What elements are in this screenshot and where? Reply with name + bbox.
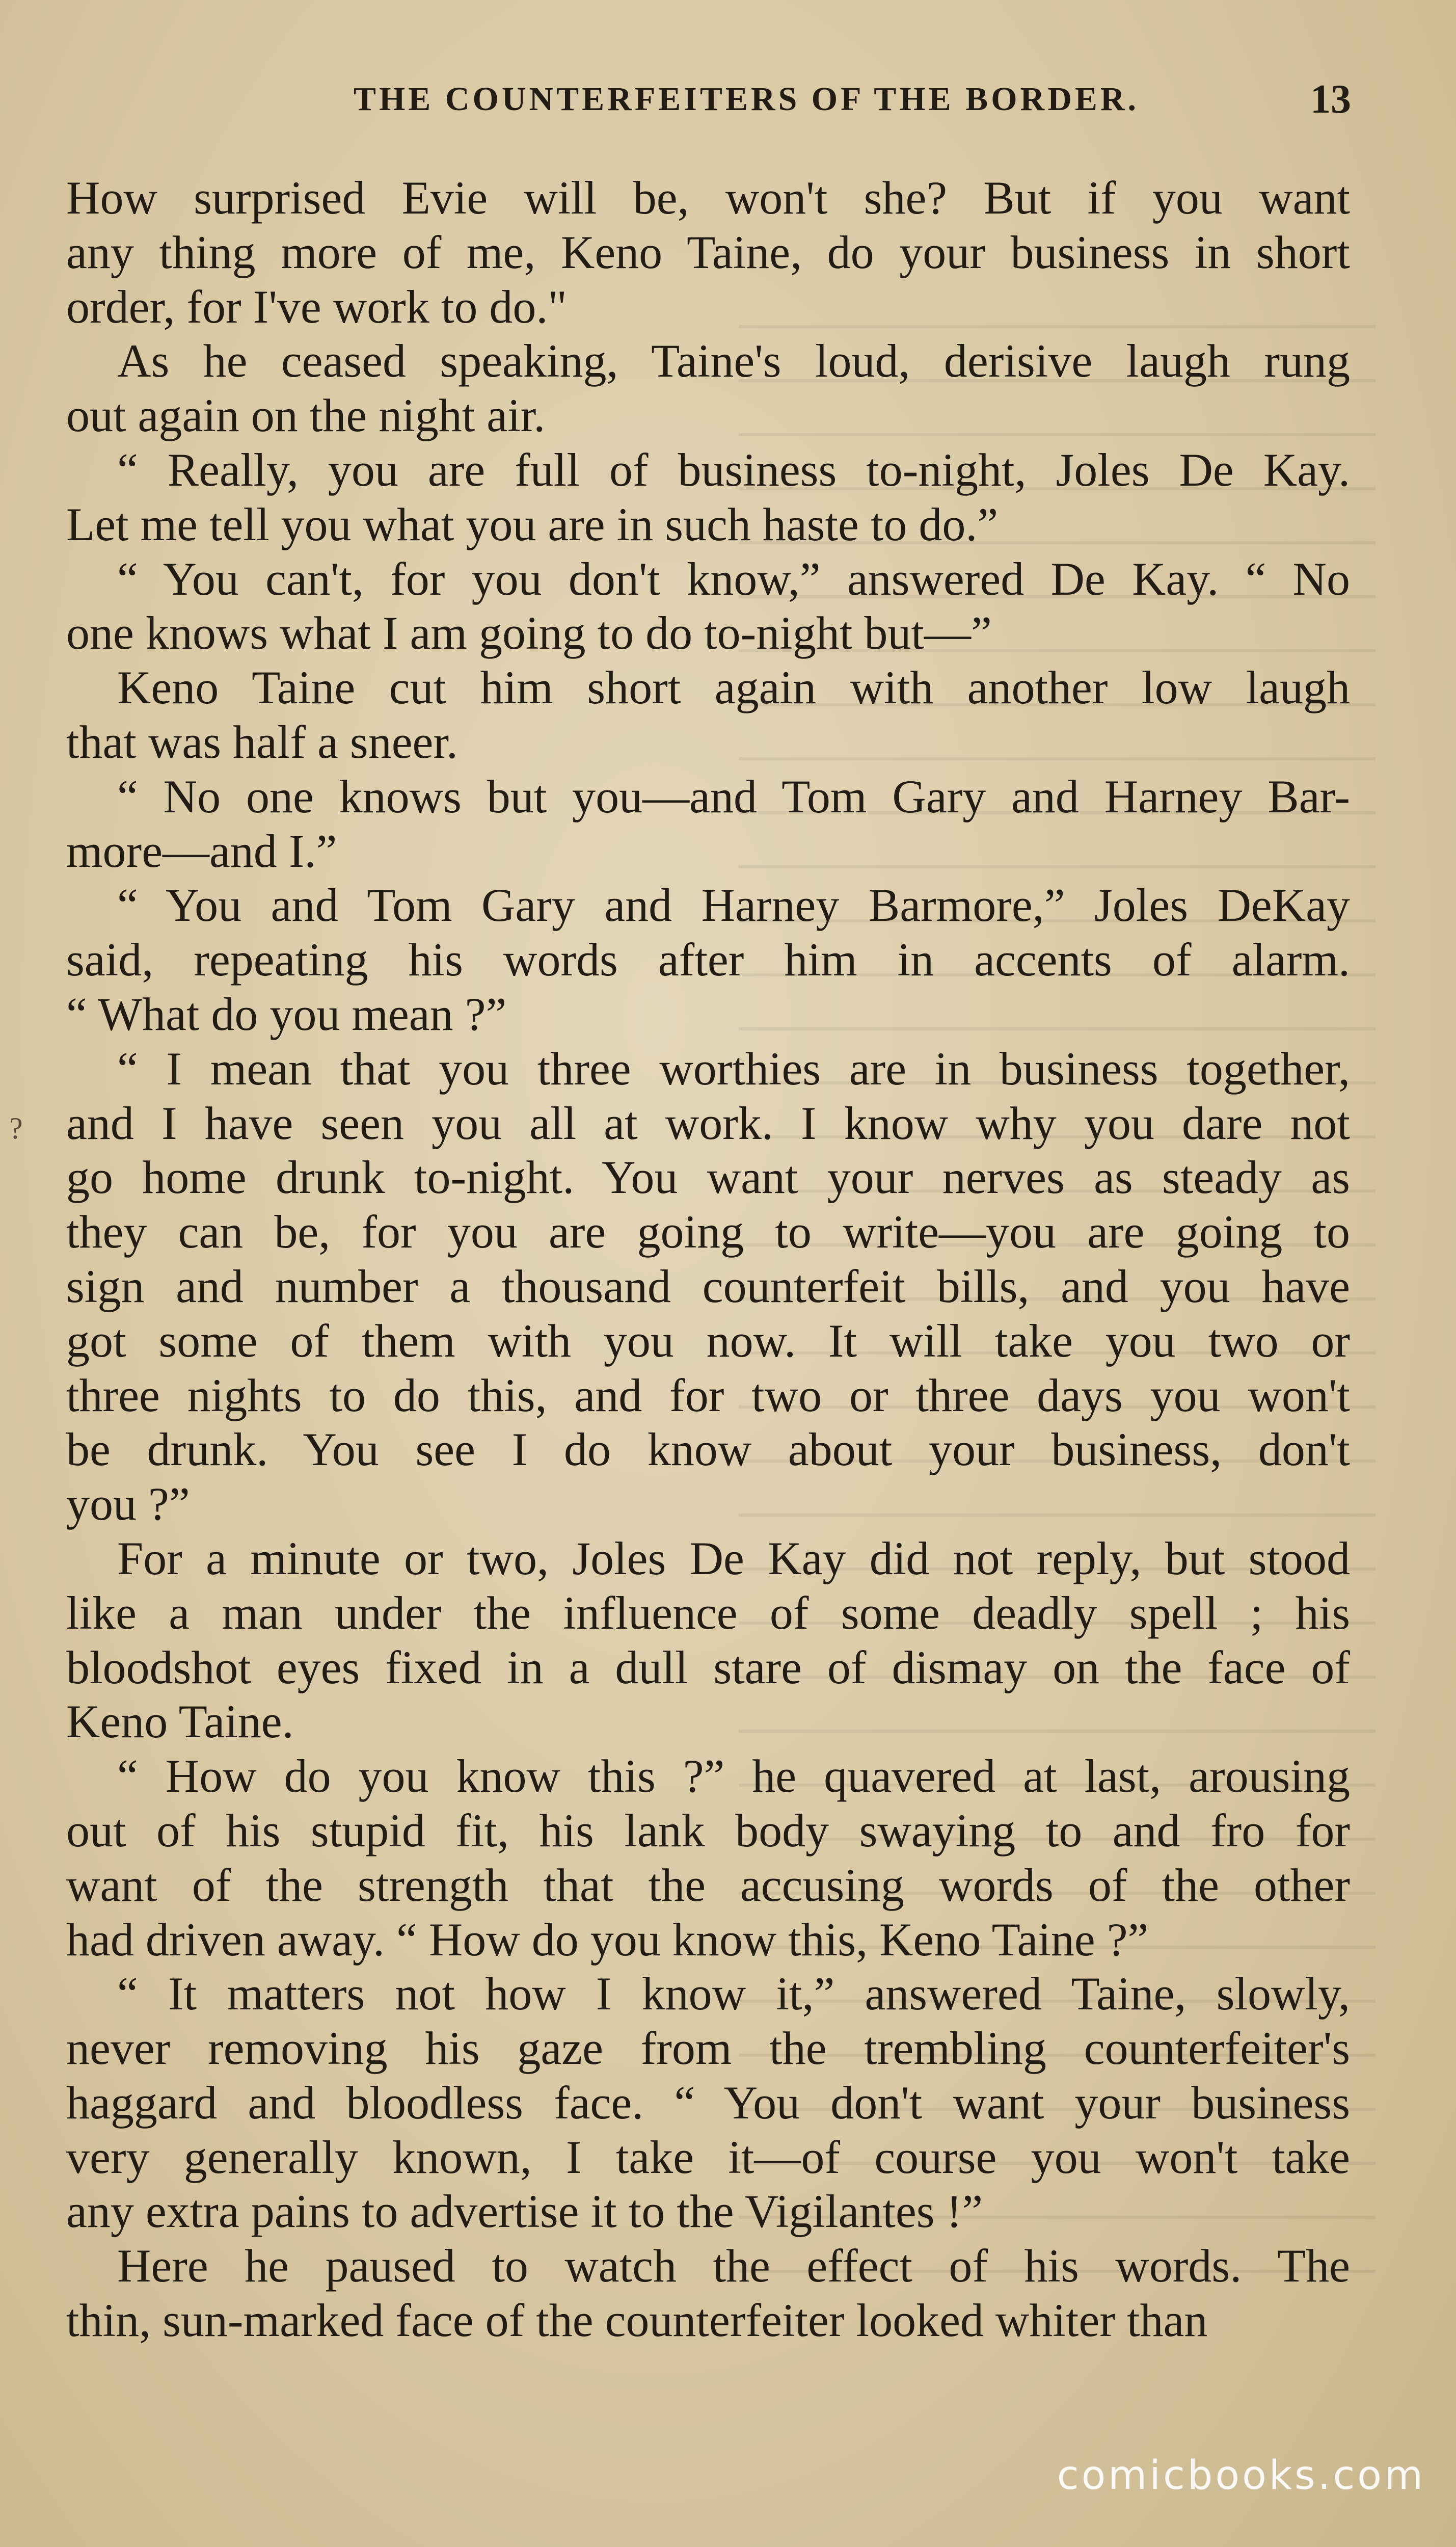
- watermark: comicbooks.com: [1057, 2453, 1425, 2499]
- text-line: more—and I.”: [66, 825, 337, 877]
- text-line: order, for I've work to do.": [66, 280, 567, 333]
- text-line: any extra pains to advertise it to the Vigilantes !”: [66, 2185, 983, 2238]
- text-line: How surprised Evie will be, won't she? But if you want: [66, 172, 1350, 224]
- text-line: had driven away. “ How do you know this, Keno Taine ?”: [66, 1913, 1149, 1966]
- text-line: For a minute or two, Joles De Kay did not reply, but stood: [117, 1532, 1350, 1584]
- margin-mark: ?: [9, 1111, 23, 1145]
- text-line: “ Really, you are full of business to-night, Joles De Kay.: [117, 443, 1350, 496]
- text-line: go home drunk to-night. You want your nerves as steady as: [66, 1151, 1350, 1204]
- text-line: “ It matters not how I know it,” answered Taine, slowly,: [117, 1968, 1350, 2020]
- text-line: “ How do you know this ?” he quavered at last, arousing: [117, 1750, 1350, 1802]
- text-line: never removing his gaze from the trembling counterfeiter's: [66, 2022, 1350, 2075]
- text-line: one knows what I am going to do to-night but—”: [66, 607, 992, 659]
- text-line: “ You can't, for you don't know,” answered De Kay. “ No: [117, 552, 1350, 605]
- page-number: 13: [1310, 77, 1351, 122]
- text-line: be drunk. You see I do know about your business, don't: [66, 1423, 1350, 1476]
- text-line: As he ceased speaking, Taine's loud, derisive laugh rung: [117, 335, 1350, 387]
- page-header: [275, 71, 1396, 127]
- text-line: Keno Taine.: [66, 1695, 294, 1748]
- text-line: you ?”: [66, 1478, 190, 1530]
- text-line: any thing more of me, Keno Taine, do your business in short: [66, 226, 1350, 278]
- text-line: and I have seen you all at work. I know why you dare not: [66, 1097, 1350, 1149]
- text-line: out again on the night air.: [66, 389, 546, 442]
- text-line: three nights to do this, and for two or three days you won't: [66, 1369, 1350, 1421]
- text-line: thin, sun-marked face of the counterfeiter looked whiter than: [66, 2294, 1208, 2347]
- text-line: very generally known, I take it—of course you won't take: [66, 2131, 1350, 2183]
- text-line: Keno Taine cut him short again with another low laugh: [117, 661, 1350, 714]
- text-line: bloodshot eyes fixed in a dull stare of dismay on the face of: [66, 1641, 1350, 1693]
- text-line: said, repeating his words after him in accents of alarm.: [66, 934, 1350, 986]
- text-line: out of his stupid fit, his lank body swaying to and fro for: [66, 1804, 1350, 1856]
- text-line: Here he paused to watch the effect of his words. The: [117, 2240, 1350, 2292]
- text-line: “ You and Tom Gary and Harney Barmore,” Joles DeKay: [117, 879, 1350, 932]
- text-line: Let me tell you what you are in such haste to do.”: [66, 498, 999, 550]
- text-line: they can be, for you are going to write—you are going to: [66, 1206, 1350, 1258]
- body-text: [66, 171, 1350, 2367]
- text-line: haggard and bloodless face. “ You don't want your business: [66, 2076, 1350, 2129]
- text-line: “ I mean that you three worthies are in business together,: [117, 1042, 1350, 1095]
- text-line: want of the strength that the accusing words of the other: [66, 1859, 1350, 1911]
- text-line: got some of them with you now. It will take you two or: [66, 1314, 1350, 1367]
- text-line: that was half a sneer.: [66, 715, 458, 768]
- text-line: sign and number a thousand counterfeit bills, and you have: [66, 1260, 1350, 1312]
- text-line: like a man under the influence of some deadly spell ; his: [66, 1586, 1350, 1639]
- running-title: THE COUNTERFEITERS OF THE BORDER.: [353, 81, 1140, 118]
- text-line: “ No one knows but you—and Tom Gary and Harney Bar-: [117, 770, 1350, 823]
- text-line: “ What do you mean ?”: [66, 988, 507, 1040]
